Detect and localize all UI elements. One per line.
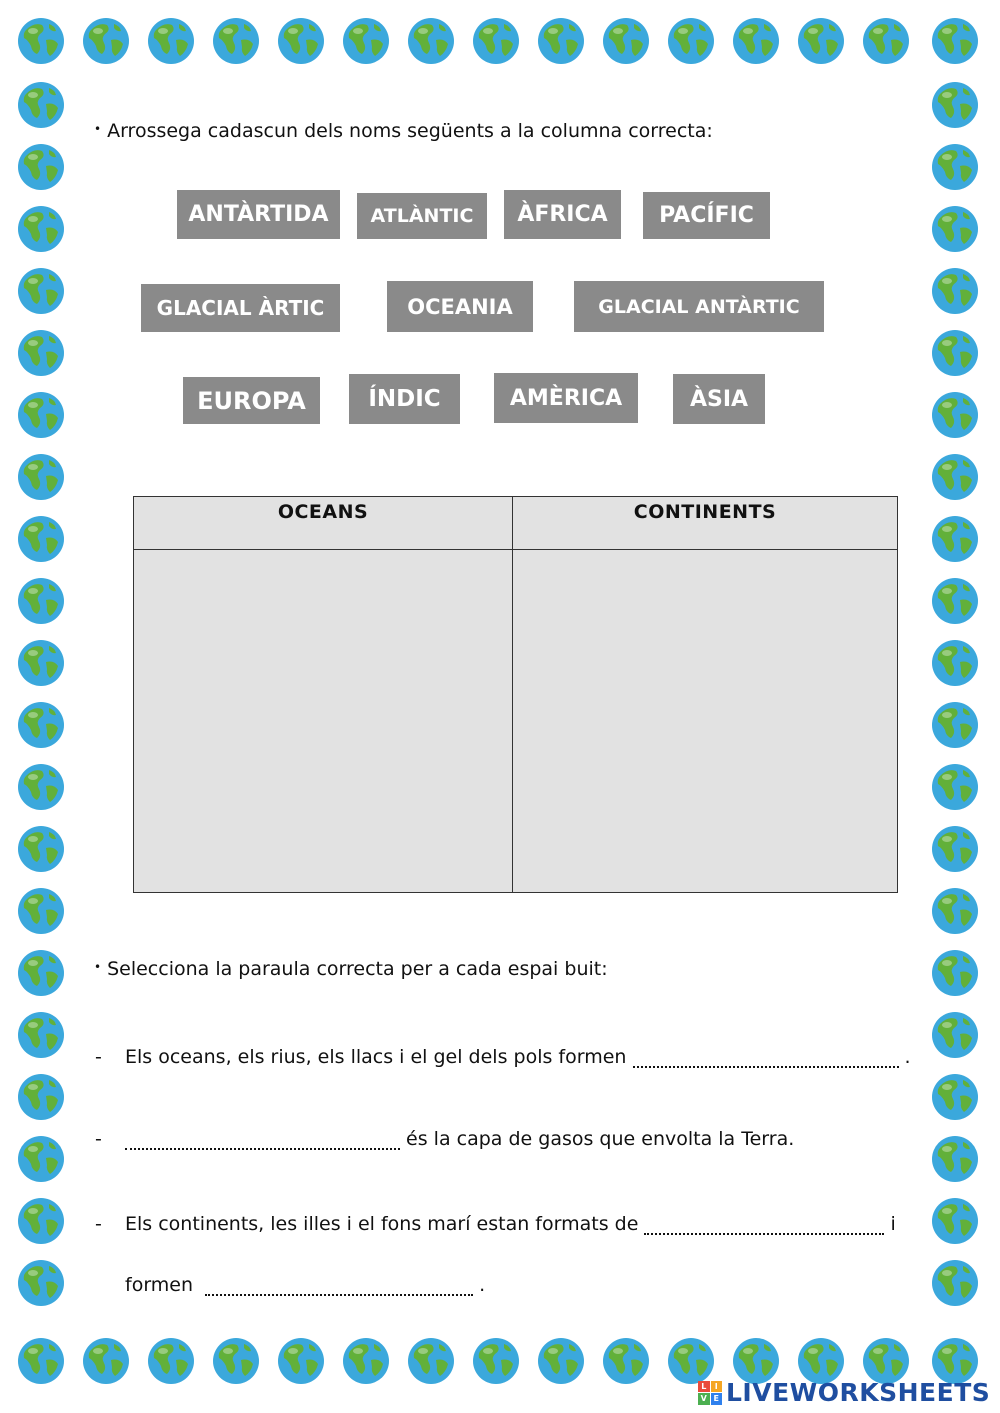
earth-globe-icon bbox=[731, 16, 781, 66]
question-1 bbox=[125, 1046, 911, 1068]
earth-globe-icon bbox=[930, 142, 980, 192]
earth-globe-icon bbox=[16, 328, 66, 378]
earth-globe-icon bbox=[16, 1336, 66, 1386]
question-dash: - bbox=[95, 1046, 102, 1068]
question-dash: - bbox=[95, 1128, 102, 1150]
earth-globe-icon bbox=[930, 204, 980, 254]
earth-globe-icon bbox=[536, 16, 586, 66]
earth-globe-icon bbox=[276, 16, 326, 66]
question-2-text: és la capa de gasos que envolta la Terra. bbox=[406, 1128, 795, 1150]
question-3-mid: i bbox=[890, 1213, 896, 1235]
chip-atlantic[interactable]: ATLÀNTIC bbox=[357, 193, 487, 239]
earth-globe-icon bbox=[211, 16, 261, 66]
question-1-text: Els oceans, els rius, els llacs i el gel dels pols formen bbox=[125, 1046, 627, 1068]
instruction-drag bbox=[94, 120, 713, 142]
chip-oceania[interactable]: OCEANIA bbox=[387, 281, 533, 332]
instruction-select bbox=[94, 958, 608, 980]
earth-globe-icon bbox=[536, 1336, 586, 1386]
earth-globe-icon bbox=[81, 16, 131, 66]
drop-zone-continents[interactable] bbox=[513, 550, 897, 892]
earth-globe-icon bbox=[16, 266, 66, 316]
earth-globe-icon bbox=[16, 576, 66, 626]
instruction-select-text: Selecciona la paraula correcta per a cada espai buit: bbox=[107, 958, 608, 980]
question-3-blank-1[interactable] bbox=[644, 1215, 884, 1235]
earth-globe-icon bbox=[930, 328, 980, 378]
earth-globe-icon bbox=[406, 16, 456, 66]
earth-globe-icon bbox=[16, 1258, 66, 1308]
earth-globe-icon bbox=[276, 1336, 326, 1386]
earth-globe-icon bbox=[16, 1072, 66, 1122]
earth-globe-icon bbox=[16, 886, 66, 936]
bullet-icon: • bbox=[94, 960, 102, 974]
earth-globe-icon bbox=[16, 1010, 66, 1060]
earth-globe-icon bbox=[16, 80, 66, 130]
drop-zone-oceans[interactable] bbox=[134, 550, 512, 892]
earth-globe-icon bbox=[930, 824, 980, 874]
earth-globe-icon bbox=[930, 80, 980, 130]
question-2 bbox=[125, 1128, 794, 1150]
question-3-end: . bbox=[479, 1274, 486, 1296]
chip-antartida[interactable]: ANTÀRTIDA bbox=[177, 190, 340, 239]
earth-globe-icon bbox=[81, 1336, 131, 1386]
earth-globe-icon bbox=[930, 514, 980, 564]
question-2-blank[interactable] bbox=[125, 1130, 400, 1150]
chip-europa[interactable]: EUROPA bbox=[183, 377, 320, 424]
earth-globe-icon bbox=[471, 16, 521, 66]
logo-badge-icon: L I V E bbox=[698, 1381, 722, 1405]
earth-globe-icon bbox=[341, 1336, 391, 1386]
earth-globe-icon bbox=[16, 948, 66, 998]
earth-globe-icon bbox=[406, 1336, 456, 1386]
chip-glacial-antartic[interactable]: GLACIAL ANTÀRTIC bbox=[574, 281, 824, 332]
bullet-icon: • bbox=[94, 122, 102, 136]
earth-globe-icon bbox=[16, 514, 66, 564]
earth-globe-icon bbox=[930, 1072, 980, 1122]
chip-pacific[interactable]: PACÍFIC bbox=[643, 192, 770, 239]
earth-globe-icon bbox=[16, 1134, 66, 1184]
earth-globe-icon bbox=[930, 886, 980, 936]
earth-globe-icon bbox=[16, 700, 66, 750]
earth-globe-icon bbox=[796, 16, 846, 66]
earth-globe-icon bbox=[601, 1336, 651, 1386]
chip-glacial-artic[interactable]: GLACIAL ÀRTIC bbox=[141, 284, 340, 332]
question-3 bbox=[125, 1213, 896, 1235]
earth-globe-icon bbox=[930, 762, 980, 812]
earth-globe-icon bbox=[930, 1196, 980, 1246]
chip-africa[interactable]: ÀFRICA bbox=[504, 190, 621, 239]
question-3-line-2 bbox=[125, 1274, 485, 1296]
earth-globe-icon bbox=[930, 1134, 980, 1184]
chip-america[interactable]: AMÈRICA bbox=[494, 373, 638, 423]
earth-globe-icon bbox=[16, 638, 66, 688]
earth-globe-icon bbox=[146, 1336, 196, 1386]
question-3-line-2-text: formen bbox=[125, 1274, 194, 1296]
earth-globe-icon bbox=[930, 266, 980, 316]
earth-globe-icon bbox=[16, 390, 66, 440]
earth-globe-icon bbox=[16, 142, 66, 192]
question-dash: - bbox=[95, 1213, 102, 1235]
earth-globe-icon bbox=[471, 1336, 521, 1386]
question-3-blank-2[interactable] bbox=[205, 1276, 473, 1296]
earth-globe-icon bbox=[930, 390, 980, 440]
logo-text: LIVEWORKSHEETS bbox=[726, 1378, 991, 1407]
earth-globe-icon bbox=[16, 1196, 66, 1246]
earth-globe-icon bbox=[930, 700, 980, 750]
column-header-oceans: OCEANS bbox=[134, 497, 512, 550]
column-header-continents: CONTINENTS bbox=[513, 497, 897, 550]
classification-table bbox=[133, 496, 898, 893]
earth-globe-icon bbox=[601, 16, 651, 66]
question-1-end: . bbox=[904, 1046, 911, 1068]
earth-globe-icon bbox=[930, 948, 980, 998]
question-3-text: Els continents, les illes i el fons marí estan formats de bbox=[125, 1213, 639, 1235]
liveworksheets-logo bbox=[698, 1378, 990, 1407]
earth-globe-icon bbox=[861, 16, 911, 66]
chip-indic[interactable]: ÍNDIC bbox=[349, 374, 460, 424]
earth-globe-icon bbox=[930, 1010, 980, 1060]
earth-globe-icon bbox=[16, 16, 66, 66]
earth-globe-icon bbox=[930, 16, 980, 66]
earth-globe-icon bbox=[211, 1336, 261, 1386]
earth-globe-icon bbox=[16, 824, 66, 874]
earth-globe-icon bbox=[930, 576, 980, 626]
earth-globe-icon bbox=[341, 16, 391, 66]
instruction-drag-text: Arrossega cadascun dels noms següents a la columna correcta: bbox=[107, 120, 713, 142]
earth-globe-icon bbox=[146, 16, 196, 66]
earth-globe-icon bbox=[16, 762, 66, 812]
earth-globe-icon bbox=[666, 16, 716, 66]
earth-globe-icon bbox=[16, 452, 66, 502]
earth-globe-icon bbox=[930, 452, 980, 502]
earth-globe-icon bbox=[930, 638, 980, 688]
question-1-blank[interactable] bbox=[633, 1048, 899, 1068]
earth-globe-icon bbox=[16, 204, 66, 254]
chip-asia[interactable]: ÀSIA bbox=[673, 374, 765, 424]
earth-globe-icon bbox=[930, 1258, 980, 1308]
